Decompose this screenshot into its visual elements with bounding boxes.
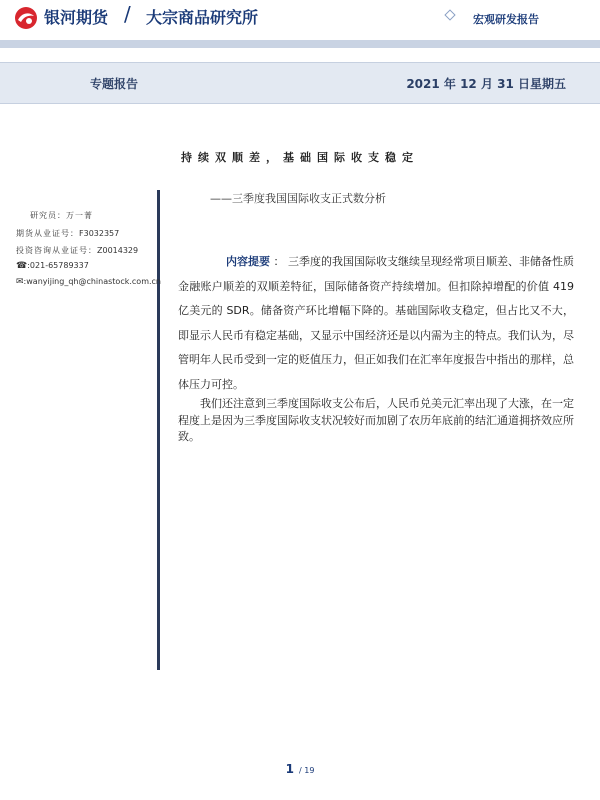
phone-line: ☎:021-65789337 [16, 261, 89, 271]
body-paragraph-2: 我们还注意到三季度国际收支公布后，人民币兑美元汇率出现了大涨，在一定程度上是因为三季度国际收支状况较好而加剧了农历年底前的结汇通道拥挤效应所致。 [178, 397, 574, 443]
header-slash: / [124, 2, 131, 26]
page-number: 1 [285, 762, 294, 776]
phone-icon: ☎ [16, 261, 28, 271]
email-line: ✉:wanyijing_qh@chinastock.com.cn [16, 277, 161, 287]
invest-cert [16, 245, 138, 256]
page-footer [0, 758, 600, 777]
page-total: / 19 [299, 766, 315, 775]
phone-number: 021-65789337 [29, 261, 89, 270]
report-category: 宏观研发报告 [473, 13, 539, 26]
email-address[interactable]: wanyijing_qh@chinastock.com.cn [26, 277, 161, 286]
summary-heading: 内容提要 [226, 255, 270, 268]
galaxy-futures-logo-icon [14, 6, 38, 30]
report-date: 2021 年 12 月 31 日星期五 [406, 77, 566, 91]
brand-name: 银河期货 [44, 8, 109, 27]
futures-cert-value: F3032357 [79, 229, 120, 238]
researcher-name: 研究员：万一菁 [30, 211, 93, 220]
envelope-icon: ✉ [16, 277, 24, 287]
page-header [0, 0, 600, 48]
summary-text: 三季度的我国国际收支继续呈现经常项目顺差、非储备性质金融账户顺差的双顺差特征，国际储备资产持续增加。但扣除掉增配的价值 419 亿美元的 SDR。储备资产环比增幅下降的。基础国际收支稳定，但占比又不大，即显示人民币有稳定基础，又显示中国经济还是以内需为主的特点。我们认为，尽管明年人民币受到一定的贬值压力，但正如我们在汇率年度报告中指出的那样，总体压力可控。 [178, 255, 574, 391]
sidebar-divider [157, 190, 160, 670]
futures-cert-label: 期货从业证号： [16, 229, 79, 238]
summary-colon: ： [270, 255, 288, 268]
futures-cert [16, 228, 119, 239]
summary-paragraph [178, 250, 574, 398]
diamond-icon [444, 9, 455, 20]
report-subtitle: ——三季度我国国际收支正式数分析 [210, 192, 386, 205]
department-name: 大宗商品研究所 [146, 8, 259, 27]
report-title: 持续双顺差，基础国际收支稳定 [181, 151, 419, 164]
report-info-bar [0, 62, 600, 104]
invest-cert-value: Z0014329 [97, 246, 139, 255]
invest-cert-label: 投资咨询从业证号： [16, 246, 97, 255]
report-type: 专题报告 [90, 77, 139, 91]
header-band [0, 40, 600, 48]
